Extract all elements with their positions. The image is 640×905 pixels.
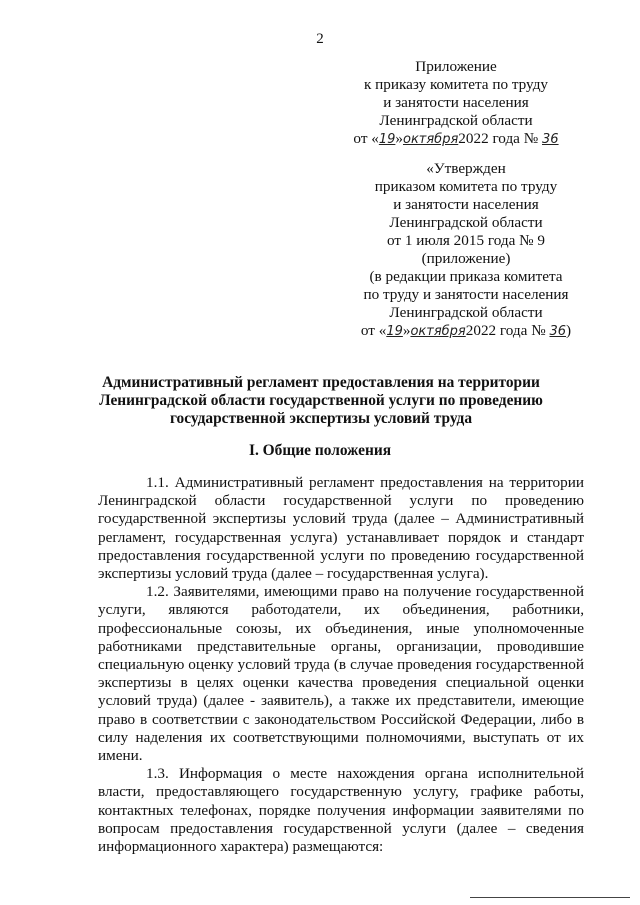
paragraph: 1.2. Заявителями, имеющими право на получение государственной услуги, являются работодатели, их объединения, работники, профессиональные союзы, их объединения, иные уполномоченные работниками представительные органы, организации, проводившие специальную оценку условий труда (в случае проведения государственной экспертизы в целях оценки качества проведения специальной оценки условий труда) (далее - заявитель), а также их представители, имеющие право в соответствии с законодательством Российской Федерации, либо в силу наделения их соответствующими полномочиями, выступать от их имени. (98, 583, 584, 765)
footnote-rule (470, 897, 630, 898)
approved-line: и занятости населения (393, 196, 539, 213)
closing-paren: ) (566, 322, 572, 339)
handwritten-day: 19 (378, 132, 396, 147)
handwritten-day: 19 (386, 324, 403, 339)
appendix-block (340, 58, 572, 149)
approved-line: (в редакции приказа комитета (369, 268, 563, 285)
date-prefix: от « (360, 322, 387, 339)
title-line: Ленинградской области государственной услуги по проведению (99, 392, 543, 409)
title-line: Административный регламент предоставления на территории (102, 374, 540, 391)
appendix-line: к приказу комитета по труду (363, 76, 549, 93)
paragraph: 1.1. Административный регламент предоставления на территории Ленинградской области государственной услуги по проведению государственной экспертизы условий труда (далее – Административный регламент, государственная услуга) устанавливает порядок и стандарт предоставления государственной услуги по проведению государственной экспертизы условий труда (далее – государственная услуга). (98, 474, 584, 583)
approved-date (348, 322, 584, 341)
date-year: 2022 года № (458, 130, 539, 147)
approved-block (348, 160, 584, 341)
approved-line: по труду и занятости населения (363, 286, 569, 303)
approved-line: (приложение) (421, 250, 511, 267)
handwritten-number: 36 (549, 324, 567, 339)
appendix-line: Ленинградской области (379, 112, 533, 129)
date-quote: » (402, 322, 411, 339)
date-prefix: от « (353, 130, 379, 147)
approved-line: «Утвержден (426, 160, 506, 177)
page-number: 2 (316, 31, 324, 47)
approved-line: от 1 июля 2015 года № 9 (387, 232, 545, 249)
appendix-line: Приложение (415, 58, 497, 75)
handwritten-month: октября (402, 132, 459, 147)
appendix-date (340, 130, 572, 149)
date-quote: » (395, 130, 403, 147)
handwritten-number: 36 (542, 132, 559, 147)
handwritten-month: октября (410, 324, 466, 339)
approved-line: Ленинградской области (389, 214, 543, 231)
section-heading: I. Общие положения (248, 442, 392, 459)
date-year: 2022 года № (465, 322, 546, 339)
title-line: государственной экспертизы условий труда (169, 410, 473, 427)
document-title (84, 374, 558, 428)
approved-line: Ленинградской области (389, 304, 543, 321)
paragraph: 1.3. Информация о месте нахождения органа исполнительной власти, предоставляющего государственную услугу, графике работы, контактных телефонах, порядке получения информации заявителями по вопросам предоставления государственной услуги (далее – сведения информационного характера) размещаются: (98, 765, 584, 856)
body-text (98, 474, 584, 856)
appendix-line: и занятости населения (383, 94, 529, 111)
approved-line: приказом комитета по труду (374, 178, 558, 195)
